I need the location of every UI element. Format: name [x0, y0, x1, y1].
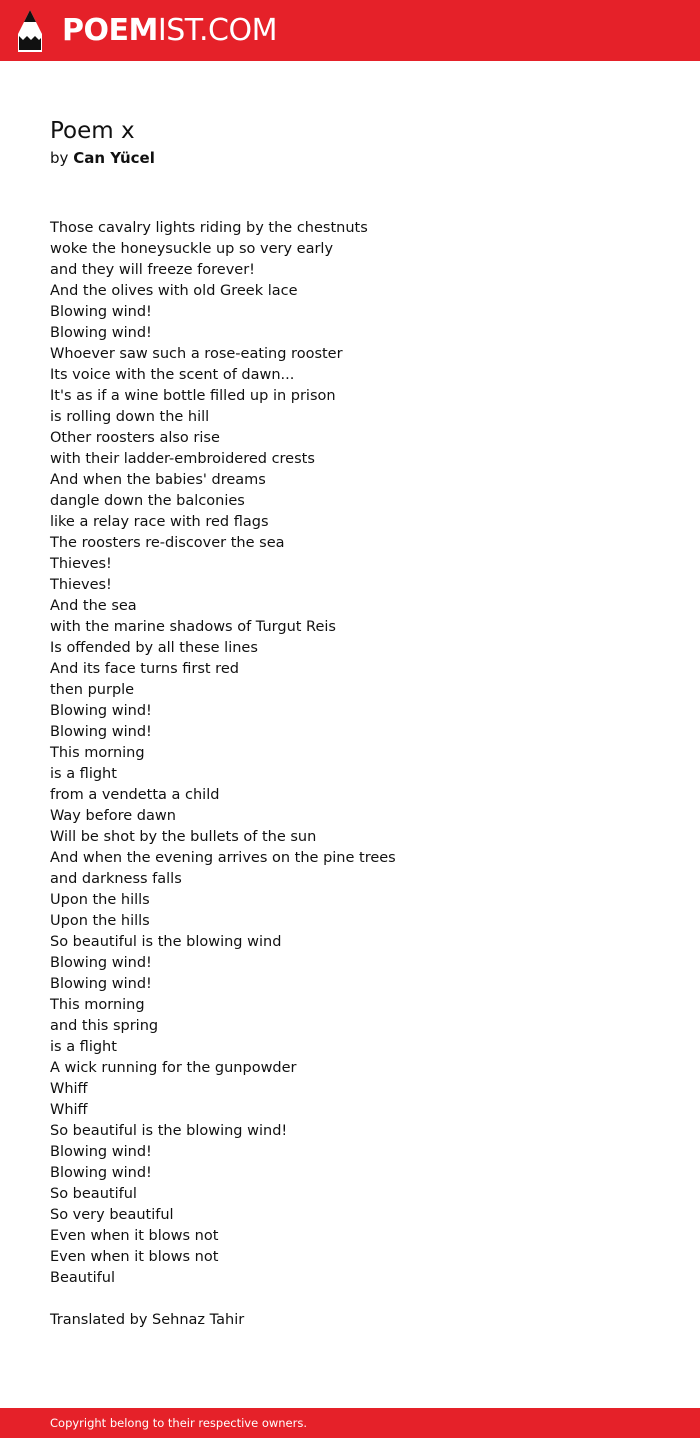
poem-line: So beautiful [50, 1186, 137, 1202]
poem-line: Blowing wind! [50, 325, 152, 341]
poem-line: from a vendetta a child [50, 787, 220, 803]
poem-line: Upon the hills [50, 913, 150, 929]
poem-line: Blowing wind! [50, 724, 152, 740]
poem-line: Way before dawn [50, 808, 176, 824]
poem-line: with the marine shadows of Turgut Reis [50, 619, 336, 635]
poem-line: This morning [50, 745, 145, 761]
poem-line: Even when it blows not [50, 1228, 219, 1244]
logo-light-part: IST.COM [157, 13, 277, 48]
poem-line: And the olives with old Greek lace [50, 283, 298, 299]
poem-line: with their ladder-embroidered crests [50, 451, 315, 467]
poem-line: So beautiful is the blowing wind! [50, 1123, 288, 1139]
poem-line: It's as if a wine bottle filled up in prison [50, 388, 336, 404]
poem-line: Blowing wind! [50, 703, 152, 719]
poem-line: Blowing wind! [50, 1144, 152, 1160]
poem-line: Thieves! [50, 577, 112, 593]
poem-line: Even when it blows not [50, 1249, 219, 1265]
poem-body [50, 218, 650, 1289]
poem-line: Those cavalry lights riding by the chestnuts [50, 220, 368, 236]
poem-line: So very beautiful [50, 1207, 174, 1223]
logo-bold-part: POEM [62, 13, 158, 48]
poem-line: then purple [50, 682, 135, 698]
poem-line: Will be shot by the bullets of the sun [50, 829, 317, 845]
pencil-logo-icon [17, 10, 43, 52]
poem-line: Upon the hills [50, 892, 150, 908]
poem-author: Can Yücel [73, 149, 155, 167]
poem-line: Its voice with the scent of dawn... [50, 367, 295, 383]
poem-line: Blowing wind! [50, 1165, 152, 1181]
poem-line: This morning [50, 997, 145, 1013]
poem-line: Blowing wind! [50, 976, 152, 992]
poem-line: And the sea [50, 598, 137, 614]
poem-line: like a relay race with red flags [50, 514, 269, 530]
poem-line: Whiff [50, 1102, 88, 1118]
poem-line: Thieves! [50, 556, 112, 572]
poem-line: So beautiful is the blowing wind [50, 934, 282, 950]
poem-title: Poem x [50, 118, 135, 144]
poem-content [50, 116, 650, 1331]
poem-byline [50, 147, 650, 169]
poem-line: Is offended by all these lines [50, 640, 258, 656]
poem-line: Blowing wind! [50, 955, 152, 971]
poem-line: Blowing wind! [50, 304, 152, 320]
poem-line: woke the honeysuckle up so very early [50, 241, 334, 257]
poem-line: And when the evening arrives on the pine trees [50, 850, 396, 866]
site-logo-text [62, 13, 277, 48]
poem-line: Whoever saw such a rose-eating rooster [50, 346, 343, 362]
poem-line: Beautiful [50, 1270, 115, 1286]
by-label: by [50, 149, 69, 167]
site-footer [0, 1408, 700, 1438]
translator-credit: Translated by Sehnaz Tahir [50, 1312, 245, 1328]
poem-line: and darkness falls [50, 871, 182, 887]
poem-line: The roosters re-discover the sea [50, 535, 285, 551]
poem-line: is rolling down the hill [50, 409, 210, 425]
poem-line: Other roosters also rise [50, 430, 220, 446]
site-header [0, 0, 700, 61]
copyright-text: Copyright belong to their respective owners. [50, 1416, 308, 1430]
poem-line: Whiff [50, 1081, 88, 1097]
poem-line: and this spring [50, 1018, 159, 1034]
poem-line: And its face turns first red [50, 661, 239, 677]
poem-line: is a flight [50, 766, 117, 782]
site-logo-link[interactable] [17, 9, 277, 53]
poem-line: and they will freeze forever! [50, 262, 255, 278]
poem-line: is a flight [50, 1039, 117, 1055]
poem-line: And when the babies' dreams [50, 472, 266, 488]
poem-line: A wick running for the gunpowder [50, 1060, 297, 1076]
poem-line: dangle down the balconies [50, 493, 245, 509]
